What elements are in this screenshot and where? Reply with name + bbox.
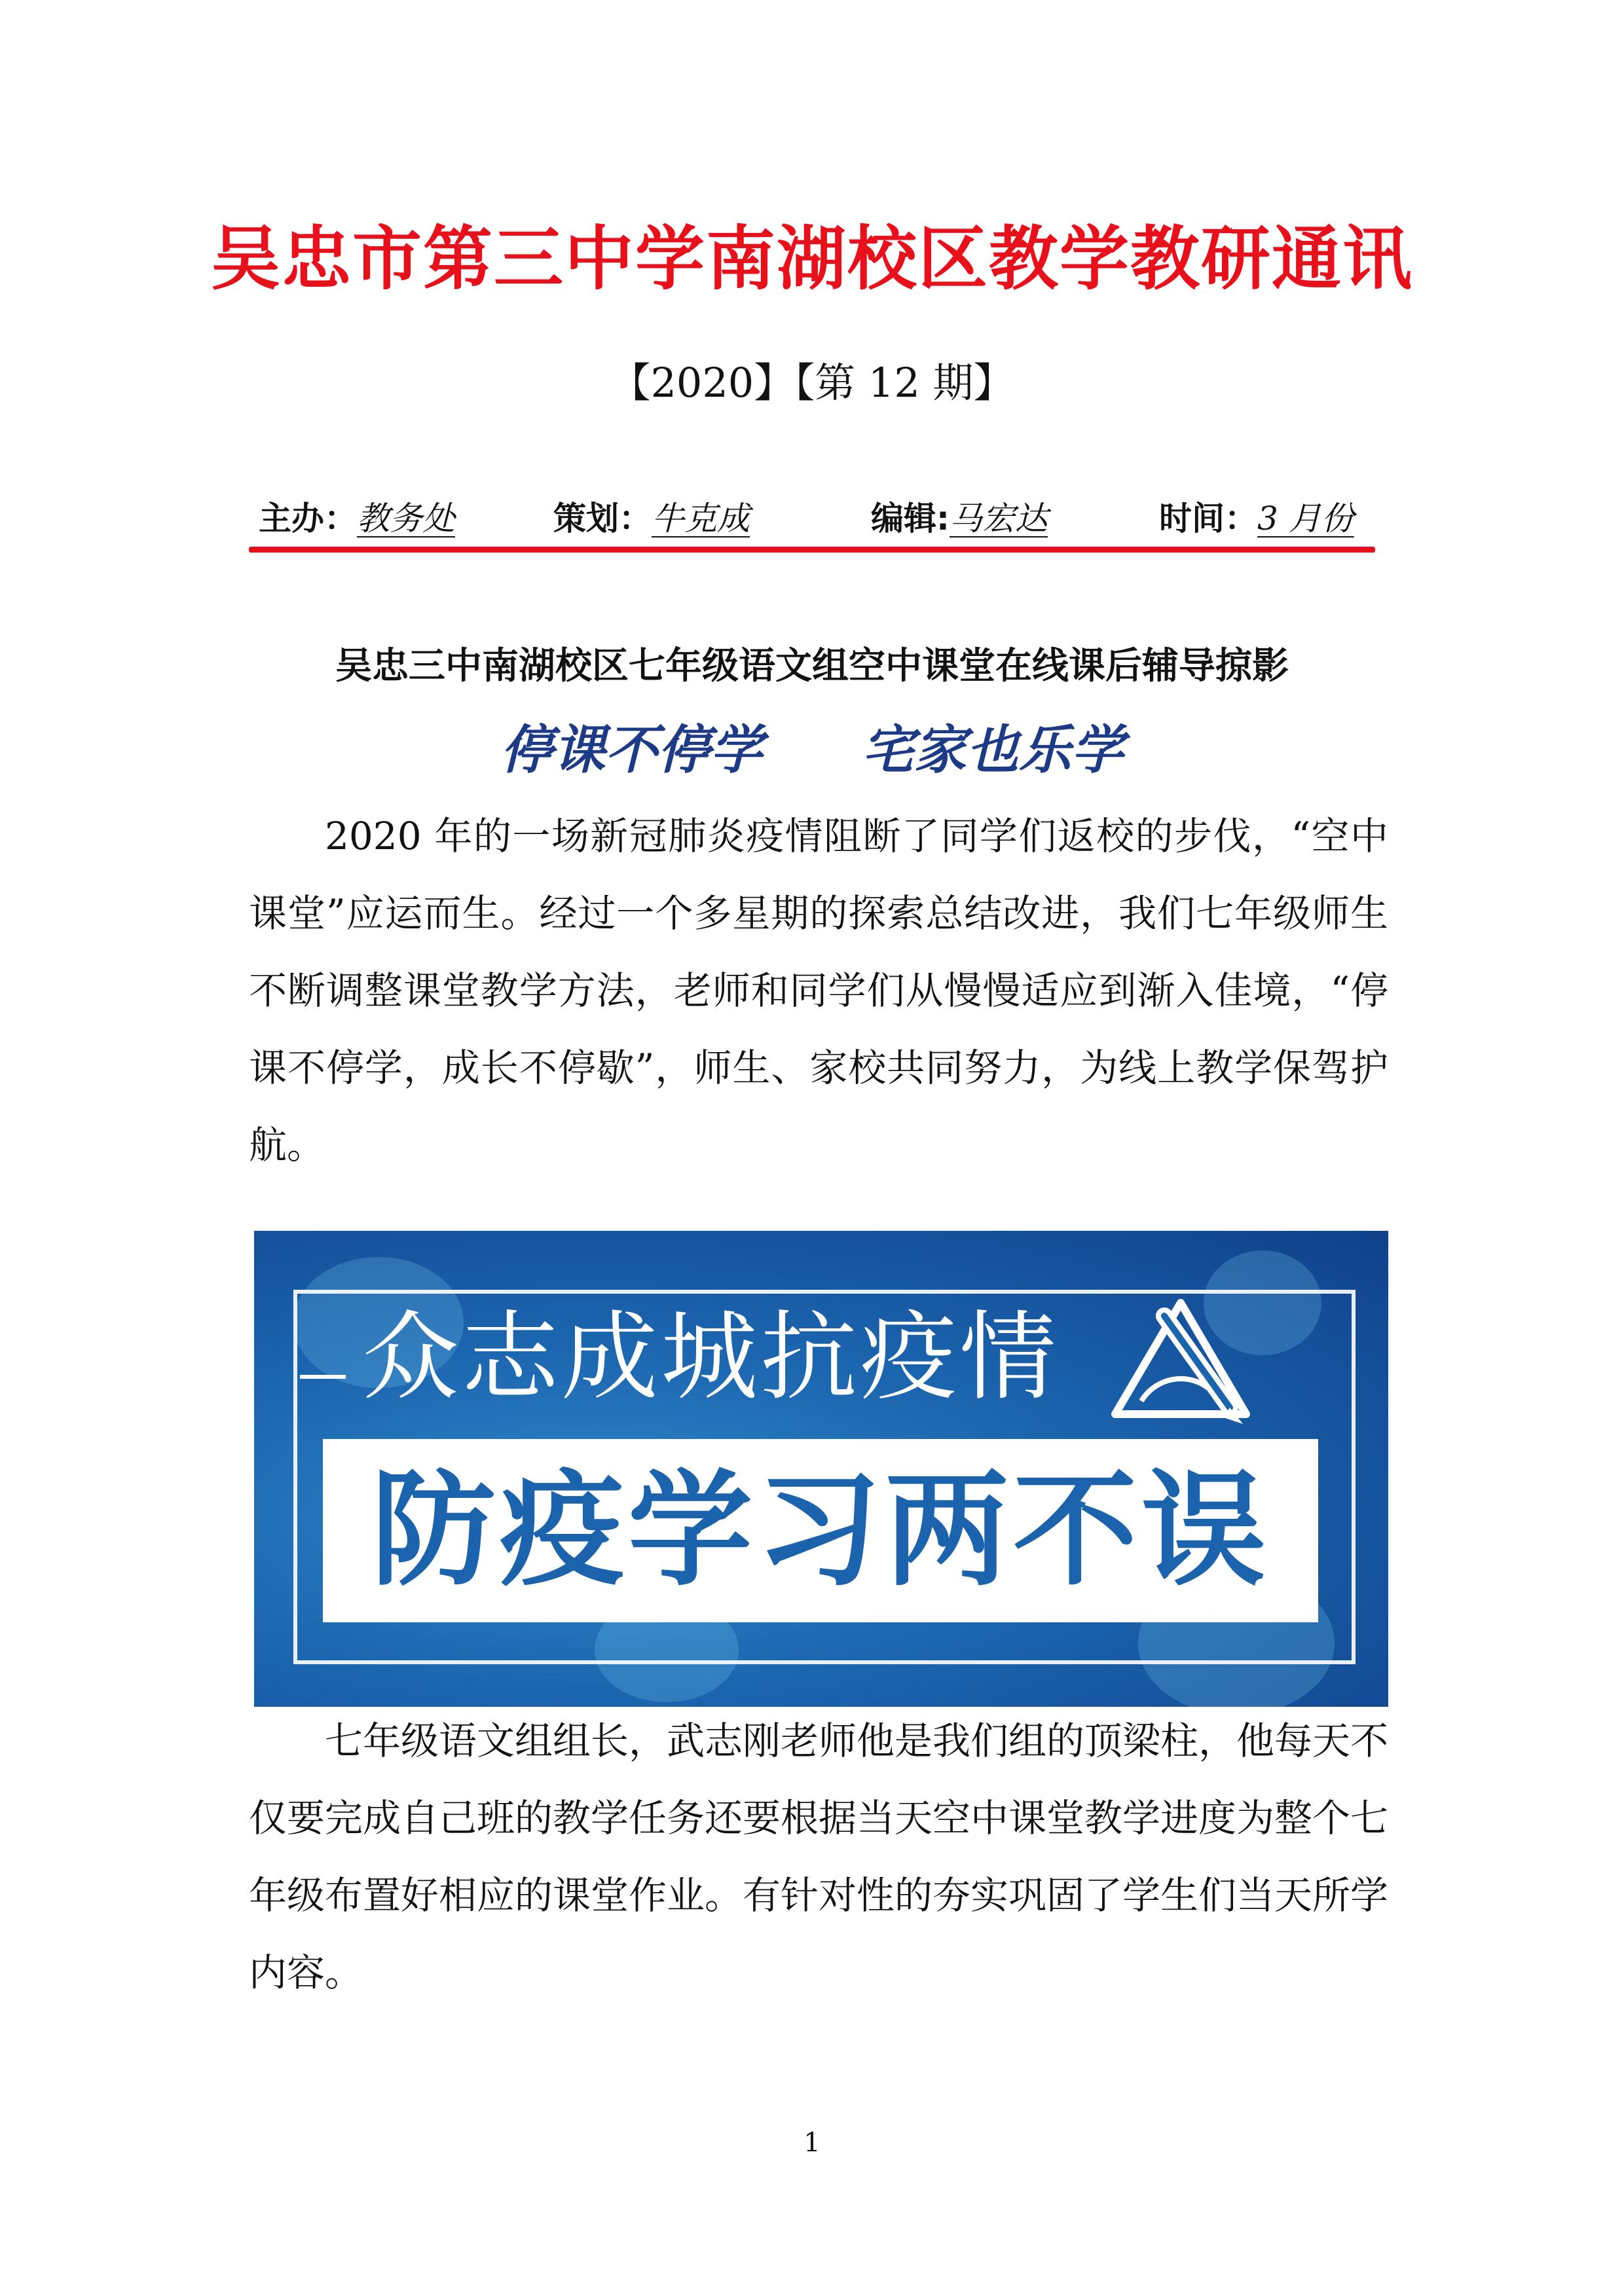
credit-editor [871,492,1048,545]
credit-planner-label: 策划： [553,500,652,538]
credit-editor-value: 马宏达 [950,500,1048,538]
credit-time-value: 3 月份 [1257,500,1354,538]
article-slogan: 停课不停学 宅家也乐学 [500,719,1124,780]
issue-number: 【2020】【第 12 期】 [610,359,1014,407]
credit-time-label: 时间： [1159,500,1257,538]
banner-frame-tick [300,1375,346,1379]
pencil-ruler-icon [1102,1290,1259,1427]
credit-planner [553,492,750,545]
campaign-banner-image [254,1231,1388,1707]
page-number: 1 [803,2128,821,2158]
article-paragraph-1: 2020 年的一场新冠肺炎疫情阻断了同学们返校的步伐，“空中课堂”应运而生。经过一个多星期的探索总结改进，我们七年级师生不断调整课堂教学方法，老师和同学们从慢慢适应到渐入佳境，“停课不停学，成长不停歇”，师生、家校共同努力，为线上教学保驾护航。 [249,814,1388,1167]
newsletter-title: 吴忠市第三中学南湖校区教学教研通讯 [211,217,1413,299]
credit-editor-label: 编辑: [871,500,950,538]
credits-line [259,492,1365,545]
credit-host-label: 主办： [259,500,357,538]
credit-time [1159,492,1354,545]
banner-bottom-text: 防疫学习两不误 [371,1458,1270,1603]
credit-host-value: 教务处 [357,500,455,538]
article-paragraph-2: 七年级语文组组长，武志刚老师他是我们组的顶梁柱，他每天不仅要完成自己班的教学任务还要根据当天空中课堂教学进度为整个七年级布置好相应的课堂作业。有针对性的夯实巩固了学生们当天所学内容。 [249,1719,1389,1995]
article-headline: 吴忠三中南湖校区七年级语文组空中课堂在线课后辅导掠影 [335,645,1289,687]
credit-host [259,492,455,545]
banner-top-text: 众志成城抗疫情 [362,1301,1059,1413]
header-divider [249,547,1375,553]
credit-planner-value: 牛克成 [652,500,750,538]
